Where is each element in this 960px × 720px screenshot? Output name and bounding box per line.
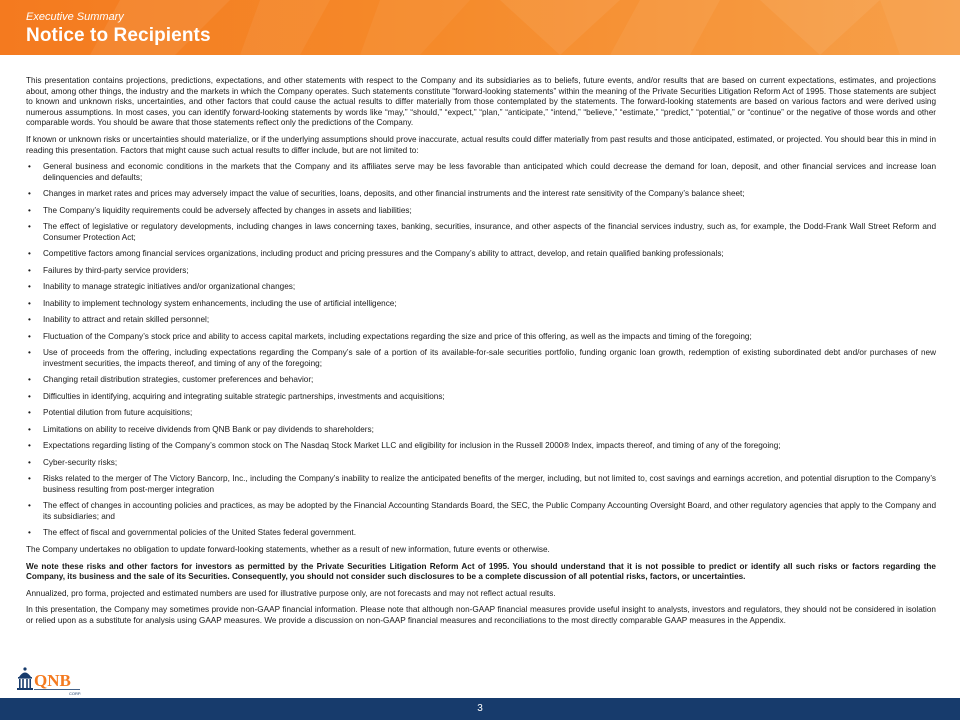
risk-factor-text: The Company’s liquidity requirements could be adversely affected by changes in assets and liabilities; — [43, 205, 412, 215]
bullet-marker: • — [28, 249, 31, 259]
risk-factor-text: The effect of legislative or regulatory developments, including changes in laws concerning taxes, banking, securities, insurance, and other aspects of the financial services industry, such as, for example, the Dodd-Frank Wall Street Reform and Consumer Protection Act; — [43, 222, 936, 242]
bullet-marker: • — [28, 501, 31, 511]
risk-factor-item — [26, 528, 936, 539]
logo-wordmark: QNB — [34, 671, 71, 690]
risk-factor-item — [26, 282, 936, 293]
risk-factor-text: Inability to manage strategic initiatives and/or organizational changes; — [43, 282, 296, 292]
qnb-logo-graphic — [16, 666, 86, 696]
bullet-marker: • — [28, 282, 31, 292]
bullet-marker: • — [28, 375, 31, 385]
risk-factor-text: Risks related to the merger of The Victory Bancorp, Inc., including the Company’s inability to realize the anticipated benefits of the merger, including, but not limited to, cost savings and earnings accretion, and potential disruption to the Company’s business resulting from post-merger integration — [43, 474, 936, 494]
notice-body — [26, 76, 936, 632]
risk-factor-item — [26, 222, 936, 243]
risk-factor-item — [26, 332, 936, 343]
risk-factor-text: Fluctuation of the Company’s stock price and ability to access capital markets, including expectations regarding the size and price of this offering, as well as the impacts and timing of the foregoing; — [43, 331, 752, 341]
risk-factor-item — [26, 206, 936, 217]
risk-factor-text: Failures by third-party service providers; — [43, 265, 189, 275]
header-subtitle: Executive Summary — [26, 11, 124, 23]
bullet-marker: • — [28, 424, 31, 434]
risk-factor-item — [26, 458, 936, 469]
risk-factor-text: Use of proceeds from the offering, including expectations regarding the Company’s sale of a portion of its available-for-sale securities portfolio, funding organic loan growth, redemption of existing subordinated debt and/or purchases of new investment securities, the impacts thereof, and timing of any of the foregoing; — [43, 348, 936, 368]
risk-factor-text: Changes in market rates and prices may adversely impact the value of securities, loans, deposits, and other financial instruments and the interest rate sensitivity of the Company’s balance sheet; — [43, 189, 745, 199]
logo-subtext: CORP. — [69, 691, 82, 696]
paragraph-investor-note: We note these risks and other factors for investors as permitted by the Private Securities Litigation Reform Act of 1995. You should understand that it is not possible to predict or identify all such risks or factors regarding the Company, its business and the sale of its Securities. Consequently, you should not consider such disclosures to be a complete discussion of all potential risks, factors, or uncertainties. — [26, 561, 936, 582]
risk-factor-text: The effect of fiscal and governmental policies of the United States federal government. — [43, 528, 356, 538]
risk-factor-item — [26, 189, 936, 200]
risk-factor-text: General business and economic conditions in the markets that the Company and its affiliates serve may be less favorable than anticipated which could decrease the demand for loan, deposit, and other financial services and increase loan delinquencies and defaults; — [43, 162, 936, 182]
risk-factor-item — [26, 299, 936, 310]
risk-factor-item — [26, 375, 936, 386]
paragraph-risks-intro: If known or unknown risks or uncertainties should materialize, or if the underlying assumptions should prove inaccurate, actual results could differ materially from past results and those anticipated, estimated, or projected. You should bear this in mind in reading this presentation. Factors that might cause such actual results to differ include, but are not limited to: — [26, 134, 936, 155]
risk-factor-text: Difficulties in identifying, acquiring and integrating suitable strategic partnerships, investments and acquisitions; — [43, 391, 445, 401]
bullet-marker: • — [28, 331, 31, 341]
bullet-marker: • — [28, 222, 31, 232]
risk-factor-item — [26, 348, 936, 369]
risk-factor-text: Inability to attract and retain skilled personnel; — [43, 315, 210, 325]
header-banner — [0, 0, 960, 55]
risk-factor-item — [26, 392, 936, 403]
risk-factor-item — [26, 441, 936, 452]
paragraph-non-gaap: In this presentation, the Company may sometimes provide non-GAAP financial information. Please note that although non-GAAP financial measures provide useful insight to analysts, investors and regulators, they should not be considered in isolation or relied upon as a substitute for analysis using GAAP measures. We provide a discussion on non-GAAP financial measures and reconciliations to the most directly comparable GAAP measures in the Appendix. — [26, 605, 936, 625]
risk-factor-text: The effect of changes in accounting policies and practices, as may be adopted by the Financial Accounting Standards Board, the SEC, the Public Company Accounting Oversight Board, and other regulatory agencies that apply to the Company and its subsidiaries; and — [43, 501, 936, 521]
bullet-marker: • — [28, 162, 31, 172]
paragraph-forward-looking: This presentation contains projections, predictions, expectations, and other statements with respect to the Company and its subsidiaries as to beliefs, future events, and/or results that are based on current expectations, estimates, and projections about, among other things, the industry and the markets in which the Company operates. Such statements constitute “forward-looking statements” within the meaning of the Private Securities Litigation Reform Act of 1995. Those statements are subject to known and unknown risks, uncertainties, and other factors that could cause the actual results to differ materially from those contemplated by the statements. The forward-looking statements are based on various factors and were derived using numerous assumptions. In most cases, you can identify forward-looking statements by words like “may,” “should,” “expect,” “plan,” “anticipate,” “intend,” “believe,” “estimate,” “predict,” “potential,” or “continue” or the negative of those words and other comparable words. You should be aware that those statements reflect only the predictions of the Company. — [26, 76, 936, 128]
risk-factor-list — [26, 162, 936, 539]
bullet-marker: • — [28, 348, 31, 358]
risk-factor-text: Expectations regarding listing of the Company’s common stock on The Nasdaq Stock Market LLC and eligibility for inclusion in the Russell 2000® Index, impacts thereof, and timing of any of the foregoing; — [43, 441, 781, 451]
page-title: Notice to Recipients — [26, 25, 211, 46]
paragraph-no-obligation: The Company undertakes no obligation to update forward-looking statements, whether as a result of new information, future events or otherwise. — [26, 544, 550, 554]
risk-factor-item — [26, 266, 936, 277]
paragraph-illustrative: Annualized, pro forma, projected and estimated numbers are used for illustrative purpose only, are not forecasts and may not reflect actual results. — [26, 588, 556, 598]
risk-factor-item — [26, 315, 936, 326]
risk-factor-text: Changing retail distribution strategies, customer preferences and behavior; — [43, 375, 314, 385]
risk-factor-item — [26, 501, 936, 522]
bullet-marker: • — [28, 441, 31, 451]
bullet-marker: • — [28, 408, 31, 418]
risk-factor-item — [26, 249, 936, 260]
risk-factor-text: Potential dilution from future acquisitions; — [43, 408, 193, 418]
page-number: 3 — [477, 703, 483, 714]
risk-factor-text: Cyber-security risks; — [43, 457, 118, 467]
bullet-marker: • — [28, 528, 31, 538]
risk-factor-text: Limitations on ability to receive dividends from QNB Bank or pay dividends to shareholders; — [43, 424, 374, 434]
risk-factor-item — [26, 474, 936, 495]
bullet-marker: • — [28, 189, 31, 199]
risk-factor-item — [26, 162, 936, 183]
bullet-marker: • — [28, 298, 31, 308]
bullet-marker: • — [28, 474, 31, 484]
risk-factor-text: Competitive factors among financial services organizations, including product and pricing pressures and the Company’s ability to attract, develop, and retain qualified banking professionals; — [43, 249, 724, 259]
bullet-marker: • — [28, 315, 31, 325]
risk-factor-item — [26, 425, 936, 436]
footer-bar — [0, 698, 960, 720]
bullet-marker: • — [28, 457, 31, 467]
bullet-marker: • — [28, 391, 31, 401]
risk-factor-text: Inability to implement technology system enhancements, including the use of artificial intelligence; — [43, 298, 397, 308]
qnb-logo — [16, 666, 86, 696]
bullet-marker: • — [28, 205, 31, 215]
bullet-marker: • — [28, 265, 31, 275]
risk-factor-item — [26, 408, 936, 419]
